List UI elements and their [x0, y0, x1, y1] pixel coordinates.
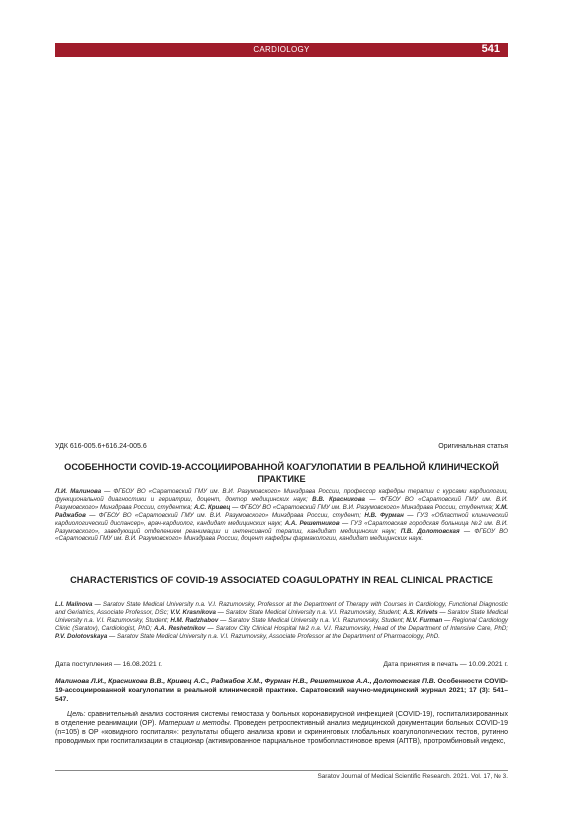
author-name: Х.М. Раджабов	[55, 503, 508, 519]
author-name: Н.В. Фурман	[364, 511, 404, 519]
author-name: П.В. Долотовская	[400, 527, 460, 535]
article-type: Оригинальная статья	[438, 443, 508, 450]
udk-code: УДК 616-005.6+616.24-005.6	[55, 443, 147, 450]
author-name: В.В. Красникова	[312, 495, 365, 503]
author-name: Л.И. Малинова	[55, 488, 102, 495]
author-affiliation: — ФГБОУ ВО «Саратовский ГМУ им. В.И. Разумовского» Минздрава России, студент;	[85, 511, 365, 519]
author-affiliation: — Saratov State Medical University n.a. V.I. Razumovsky, Associate Professor at the Department of Pharmacology, PhD.	[107, 632, 440, 640]
citation-text: Особенности COVID-19-ассоциированной коагулопатии в реальной клинической практике. Саратовский научно-медицинский журнал 2021; 17 (3): 541–547.	[55, 678, 509, 703]
author-name: V.V. Krasnikova	[170, 608, 216, 616]
author-name: А.А. Решетников	[284, 519, 340, 527]
running-header	[55, 43, 508, 57]
author-affiliation: — Saratov State Medical University n.a. V.I. Razumovsky, Student;	[215, 608, 403, 616]
author-name: P.V. Dolotovskaya	[55, 632, 108, 640]
author-name: A.S. Krivets	[402, 608, 438, 616]
author-affiliation: — ФГБОУ ВО «Саратовский ГМУ им. В.И. Разумовского» Минздрава России, студентка;	[230, 503, 496, 511]
author-affiliation: — ФГБОУ ВО «Саратовский ГМУ им. В.И. Разумовского» Минздрава России, студентка;	[55, 495, 508, 511]
article-title-ru: ОСОБЕННОСТИ COVID-19-АССОЦИИРОВАННОЙ КОАГУЛОПАТИИ В РЕАЛЬНОЙ КЛИНИЧЕСКОЙ ПРАКТИКЕ	[64, 462, 499, 484]
aim-text: сравнительный анализ состояния системы гемостаза у больных коронавирусной инфекцией (COVID-19), госпитализированных в отделение реанимации (ОР).	[55, 711, 508, 727]
author-affiliation: — Saratov State Medical University n.a. V.I. Razumovsky, Student;	[55, 608, 508, 624]
article-title-en: CHARACTERISTICS OF COVID-19 ASSOCIATED COAGULOPATHY IN REAL CLINICAL PRACTICE	[70, 575, 493, 585]
citation-authors: Малинова Л.И., Красникова В.В., Кривец А.С., Раджабов Х.М., Фурман Н.В., Решетников А.А., Долотовская П.В.	[55, 678, 436, 685]
footer-divider	[55, 770, 508, 771]
methods-text: Проведен ретроспективный анализ медицинской документации больных COVID-19 (n=105) в ОР «ковидного госпиталя»: результаты общего анализа крови и скрининговых глобальных коагулологических тестов, рутинно проводимых при госпитализации в стационар (активированное парциальное тромбопластиновое время (АПТВ), протромбиновый индекс,	[55, 719, 508, 745]
author-affiliation: — ФГБОУ ВО «Саратовский ГМУ им. В.И. Разумовского» Минздрава России, профессор кафедры терапии с курсами кардиологии, функциональной диагностики и гериатрии, доцент, доктор медицинских наук;	[55, 488, 508, 503]
journal-footer: Saratov Journal of Medical Scientific Research. 2021. Vol. 17, № 3.	[317, 773, 508, 780]
page-number: 541	[481, 43, 500, 55]
author-name: N.V. Furman	[406, 616, 443, 624]
author-affiliation: — ГУЗ «Областной клинический кардиологический диспансер», врач-кардиолог, кандидат медицинских наук;	[55, 511, 508, 527]
author-name: H.M. Radzhabov	[170, 616, 219, 624]
aim-label: Цель:	[67, 711, 86, 718]
abstract-paragraph	[55, 711, 508, 769]
author-affiliation: — Saratov State Medical University n.a. V.I. Razumovsky, Student;	[218, 616, 407, 624]
authors-block-en	[55, 601, 508, 641]
author-affiliation: — Saratov City Clinical Hospital №2 n.a. V.I. Razumovsky, Head of the Department of Intensive Care, PhD;	[205, 624, 509, 632]
author-affiliation: — ГУЗ «Саратовская городская больница №2 им. В.И. Разумовского», заведующий отделением реанимации и интенсивной терапии, кандидат медицинских наук;	[55, 519, 508, 535]
received-date: Дата поступления — 16.08.2021 г.	[55, 661, 163, 668]
author-name: A.A. Reshetnikov	[153, 624, 206, 632]
author-affiliation: — Regional Cardiology Clinic (Saratov), Cardiologist, PhD;	[55, 616, 508, 632]
author-name: L.I. Malinova	[55, 601, 93, 608]
accepted-date: Дата принятия в печать — 10.09.2021 г.	[383, 661, 508, 668]
methods-label: Материал и методы.	[158, 719, 232, 727]
section-label: CARDIOLOGY	[253, 45, 310, 54]
author-affiliation: — ФГБОУ ВО «Саратовский ГМУ им. В.И. Разумовского» Минздрава России, доцент кафедры фармакологии, кандидат медицинских наук.	[55, 527, 508, 543]
authors-block-ru	[55, 488, 508, 543]
author-affiliation: — Saratov State Medical University n.a. V.I. Razumovsky, Professor at the Department of Therapy with Courses in Cardiology, Functional Diagnostic and Geriatrics, Associate Professor, DSc;	[55, 601, 508, 616]
citation-block	[55, 678, 508, 704]
author-name: А.С. Кривец	[193, 503, 231, 511]
